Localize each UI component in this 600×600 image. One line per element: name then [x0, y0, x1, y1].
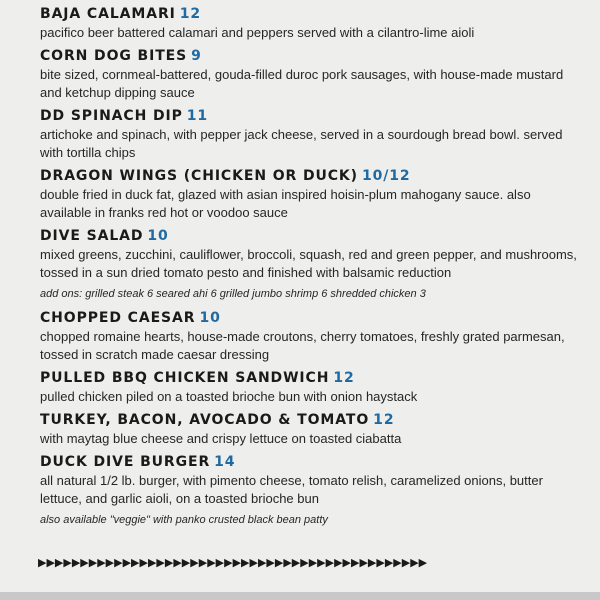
item-price: 12 — [373, 412, 395, 428]
item-title — [40, 226, 585, 246]
item-title — [40, 308, 585, 328]
item-title — [40, 452, 585, 472]
menu-item — [40, 452, 585, 528]
menu-item — [40, 106, 585, 162]
item-name: DUCK DIVE BURGER — [40, 454, 211, 470]
item-name: CHOPPED CAESAR — [40, 310, 196, 326]
item-description: pulled chicken piled on a toasted brioche bun with onion haystack — [40, 389, 418, 404]
item-description: double fried in duck fat, glazed with asian inspired hoisin-plum mahogany sauce. also available in franks red hot or voodoo sauce — [40, 187, 531, 220]
item-title — [40, 106, 585, 126]
item-price: 10/12 — [361, 168, 411, 184]
item-description: bite sized, cornmeal-battered, gouda-filled duroc pork sausages, with house-made mustard and ketchup dipping sauce — [40, 67, 564, 100]
menu-item — [40, 368, 585, 406]
bottom-band — [0, 592, 600, 600]
item-name: PULLED BBQ CHICKEN SANDWICH — [40, 370, 330, 386]
item-name: CORN DOG BITES — [40, 48, 188, 64]
item-variant-note: also available "veggie" with panko crusted black bean patty — [40, 514, 328, 526]
menu-list — [40, 4, 585, 534]
menu-item — [40, 226, 585, 302]
menu-item — [40, 46, 585, 102]
item-description: artichoke and spinach, with pepper jack cheese, served in a sourdough bread bowl. served with tortilla chips — [40, 127, 563, 160]
menu-item — [40, 4, 585, 42]
item-name: DRAGON WINGS (CHICKEN OR DUCK) — [40, 168, 358, 184]
item-price: 12 — [179, 6, 202, 22]
item-description: mixed greens, zucchini, cauliflower, broccoli, squash, red and green pepper, and mushrooms, tossed in a sun dried tomato pesto and finished with balsamic reduction — [40, 247, 577, 280]
menu-item — [40, 410, 585, 448]
item-description: all natural 1/2 lb. burger, with pimento cheese, tomato relish, caramelized onions, butter lettuce, and garlic aioli, on a toasted brioche bun — [40, 473, 543, 506]
item-price: 10 — [199, 310, 221, 326]
item-title — [40, 368, 585, 388]
item-name: DIVE SALAD — [40, 228, 144, 244]
item-price: 10 — [147, 228, 169, 244]
item-description: chopped romaine hearts, house-made croutons, cherry tomatoes, freshly grated parmesan, tossed in scratch made caesar dressing — [40, 329, 565, 362]
item-description: pacifico beer battered calamari and peppers served with a cilantro-lime aioli — [40, 25, 475, 40]
item-name: DD SPINACH DIP — [40, 108, 183, 124]
item-description: with maytag blue cheese and crispy lettuce on toasted ciabatta — [40, 431, 402, 446]
item-title — [40, 4, 585, 24]
item-title — [40, 166, 585, 186]
item-title — [40, 410, 585, 430]
item-price: 11 — [186, 108, 209, 124]
menu-item — [40, 166, 585, 222]
item-title — [40, 46, 585, 66]
item-price: 9 — [191, 48, 202, 64]
item-price: 12 — [333, 370, 355, 386]
triangle-divider-icon: ▶▶▶▶▶▶▶▶▶▶▶▶▶▶▶▶▶▶▶▶▶▶▶▶▶▶▶▶▶▶▶▶▶▶▶▶▶▶▶▶▶▶▶▶▶▶ — [38, 556, 428, 569]
menu-item — [40, 308, 585, 364]
item-name: TURKEY, BACON, AVOCADO & TOMATO — [40, 412, 370, 428]
item-name: BAJA CALAMARI — [40, 6, 176, 22]
item-addons-note: add ons: grilled steak 6 seared ahi 6 grilled jumbo shrimp 6 shredded chicken 3 — [40, 288, 426, 300]
item-price: 14 — [214, 454, 236, 470]
